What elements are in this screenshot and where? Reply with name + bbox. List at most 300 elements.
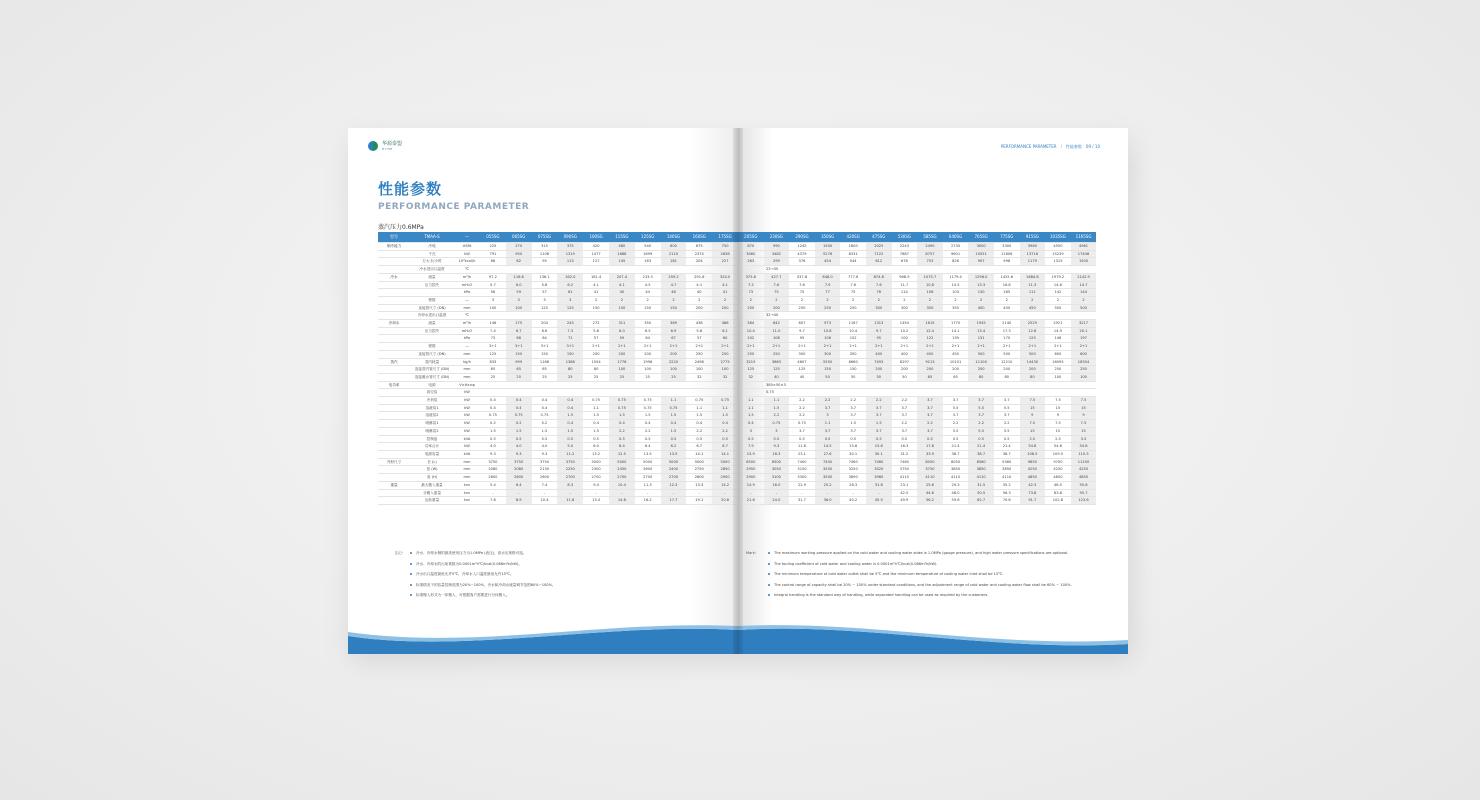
- table-cell: 2450: [609, 466, 635, 474]
- row-unit: ton: [454, 481, 480, 489]
- table-cell: 125: [1020, 335, 1046, 343]
- table-cell: 0.75: [635, 397, 661, 405]
- table-cell: 870: [738, 243, 764, 251]
- table-cell: 16.8: [994, 281, 1020, 289]
- table-cell: 9.3: [532, 450, 558, 458]
- notes-cn-list: [410, 548, 556, 601]
- table-cell: 10101: [943, 358, 969, 366]
- table-cell: 0.5: [712, 435, 738, 443]
- table-cell: 0.5: [532, 435, 558, 443]
- table-cell: 250: [764, 350, 790, 358]
- table-cell: 0.75: [686, 397, 712, 405]
- table-cell: 1.1: [661, 397, 687, 405]
- table-row: [738, 258, 1096, 266]
- table-cell: 50: [866, 373, 892, 381]
- table-row: [738, 466, 1096, 474]
- table-cell: 7.6: [866, 281, 892, 289]
- table-cell: 40: [789, 373, 815, 381]
- table-cell: 11.3: [1020, 281, 1046, 289]
- table-cell: 3.7: [917, 412, 943, 420]
- table-cell: 2730: [943, 243, 969, 251]
- table-cell: 7.5: [1020, 397, 1046, 405]
- table-cell: 4.1: [583, 281, 609, 289]
- table-cell: 1.5: [480, 427, 506, 435]
- table-cell: 146: [1045, 335, 1071, 343]
- table-cell: 1.5: [557, 427, 583, 435]
- table-cell: 57: [686, 335, 712, 343]
- table-cell: 311: [609, 320, 635, 328]
- table-cell: 0.4: [609, 420, 635, 428]
- table-cell: 13.3: [968, 281, 994, 289]
- table-row: [738, 289, 1096, 297]
- column-header: —: [454, 232, 480, 243]
- table-cell: 114: [892, 289, 918, 297]
- table-cell: 0.4: [557, 420, 583, 428]
- table-cell: 0.5: [506, 435, 532, 443]
- table-cell: 102: [738, 335, 764, 343]
- table-cell: 315: [532, 243, 558, 251]
- table-row: [738, 381, 1096, 389]
- table-cell: 400: [892, 350, 918, 358]
- table-cell: 59.6: [943, 497, 969, 505]
- table-cell: 0.75: [506, 412, 532, 420]
- table-cell: 125: [789, 366, 815, 374]
- row-label: 压力损失: [410, 327, 454, 335]
- row-unit: kW: [454, 427, 480, 435]
- table-cell: 2: [712, 296, 738, 304]
- table-cell: 2+1: [635, 343, 661, 351]
- table-cell: 753: [917, 258, 943, 266]
- row-group: [378, 350, 410, 358]
- table-cell: 2.2: [712, 427, 738, 435]
- table-cell: 106: [917, 289, 943, 297]
- table-cell: 17.7: [661, 497, 687, 505]
- table-cell: 31.7: [789, 497, 815, 505]
- table-cell: 9213: [917, 358, 943, 366]
- row-group: [378, 289, 410, 297]
- table-cell: 80: [557, 366, 583, 374]
- column-header: 1035SG: [1045, 232, 1071, 243]
- row-label: 连接管尺寸 (DN): [410, 350, 454, 358]
- table-cell: 2.2: [815, 397, 841, 405]
- column-header: 420SG: [840, 232, 866, 243]
- row-label: 分搬入重量: [410, 489, 454, 497]
- table-cell: 11606: [994, 250, 1020, 258]
- table-cell: 7.6: [840, 281, 866, 289]
- table-row: [378, 250, 738, 258]
- table-cell: 8.3: [557, 481, 583, 489]
- table-cell: 103: [943, 289, 969, 297]
- table-cell: 125: [532, 304, 558, 312]
- table-cell: 4379: [789, 250, 815, 258]
- table-cell: 5.8: [686, 327, 712, 335]
- table-cell: 350: [840, 350, 866, 358]
- table-header-row: [378, 232, 738, 243]
- table-cell: 25: [661, 373, 687, 381]
- table-row: [738, 273, 1096, 281]
- table-cell: 1.1: [583, 404, 609, 412]
- table-cell: 122: [917, 335, 943, 343]
- table-cell: 2080: [480, 466, 506, 474]
- table-cell: 250: [1045, 366, 1071, 374]
- table-cell: 2+1: [712, 343, 738, 351]
- table-cell: 0.75: [532, 412, 558, 420]
- row-group: [378, 412, 410, 420]
- table-cell: 0.5: [968, 435, 994, 443]
- table-cell: 2: [609, 296, 635, 304]
- row-unit: m³/h: [454, 273, 480, 281]
- table-cell: 181.4: [583, 273, 609, 281]
- table-cell: 1.1: [815, 420, 841, 428]
- table-cell: 110.5: [1071, 450, 1097, 458]
- table-cell: 13.4: [968, 327, 994, 335]
- table-cell: 80: [583, 366, 609, 374]
- table-cell: 2300: [583, 466, 609, 474]
- table-cell: 3.5: [1071, 435, 1097, 443]
- row-group: [378, 327, 410, 335]
- spec-table-right: [738, 232, 1096, 505]
- table-cell: 4.1: [609, 281, 635, 289]
- table-cell: 2600: [480, 474, 506, 482]
- table-cell: 130: [968, 289, 994, 297]
- table-cell: 136.1: [532, 273, 558, 281]
- table-cell: 791: [480, 250, 506, 258]
- table-cell: 15.6: [840, 443, 866, 451]
- table-cell: 15239: [1045, 250, 1071, 258]
- column-header: 100SG: [583, 232, 609, 243]
- table-cell: 0.4: [532, 404, 558, 412]
- table-cell: -: [557, 489, 583, 497]
- table-cell: 1.5: [609, 412, 635, 420]
- column-header: 585SG: [917, 232, 943, 243]
- table-cell: 8050: [917, 458, 943, 466]
- table-cell: 0.5: [635, 435, 661, 443]
- header-separator: /: [1060, 144, 1062, 149]
- table-cell: 9.7: [866, 327, 892, 335]
- table-cell: 65: [943, 373, 969, 381]
- table-cell: 102: [840, 335, 866, 343]
- table-cell: 38.7: [968, 450, 994, 458]
- table-cell: 454: [815, 258, 841, 266]
- table-cell: 3750: [506, 458, 532, 466]
- table-cell: 2130: [532, 466, 558, 474]
- table-row: [378, 281, 738, 289]
- table-cell: 3.7: [917, 404, 943, 412]
- table-cell: 2.2: [994, 420, 1020, 428]
- table-cell: 2+1: [866, 343, 892, 351]
- table-cell: 7.3: [557, 327, 583, 335]
- table-cell: 1179: [1020, 258, 1046, 266]
- table-cell: 2.2: [917, 420, 943, 428]
- table-cell: 1179.4: [943, 273, 969, 281]
- table-cell: 40: [764, 373, 790, 381]
- table-cell: 15: [1020, 427, 1046, 435]
- table-cell: 1.5: [661, 427, 687, 435]
- table-row: [738, 443, 1096, 451]
- table-cell: 1998: [635, 358, 661, 366]
- table-cell: 0.5: [480, 435, 506, 443]
- row-unit: kW: [454, 420, 480, 428]
- table-cell: 29.3: [943, 481, 969, 489]
- table-cell: 4961: [1071, 243, 1097, 251]
- table-cell: 61: [557, 289, 583, 297]
- table-cell: 2600: [635, 466, 661, 474]
- table-cell: -: [583, 489, 609, 497]
- table-cell: 1245: [789, 243, 815, 251]
- table-cell: -: [840, 489, 866, 497]
- row-group: [378, 343, 410, 351]
- table-cell: 2490: [917, 243, 943, 251]
- table-row: [738, 481, 1096, 489]
- table-cell: 3.7: [943, 412, 969, 420]
- table-cell: 150: [635, 304, 661, 312]
- table-row: [738, 335, 1096, 343]
- table-row: [378, 381, 738, 389]
- table-cell: 4110: [943, 474, 969, 482]
- table-cell: -: [661, 489, 687, 497]
- note-item: 冷水、冷却水侧的最高使用压力为1.0MPa (表压)，高水压规格可选。: [410, 548, 556, 559]
- table-cell: 0.75: [609, 404, 635, 412]
- table-cell: 97.2: [480, 273, 506, 281]
- table-cell: 0.5: [840, 435, 866, 443]
- table-cell: 1554: [583, 358, 609, 366]
- row-unit: USRt: [454, 243, 480, 251]
- table-cell: 5.5: [968, 404, 994, 412]
- column-header: 640SG: [943, 232, 969, 243]
- table-cell: 299: [764, 258, 790, 266]
- table-cell: 2850: [712, 466, 738, 474]
- table-cell: 200: [764, 304, 790, 312]
- table-cell: 125: [557, 304, 583, 312]
- table-cell: 5.5: [943, 427, 969, 435]
- table-cell: 3500: [815, 474, 841, 482]
- table-cell: 17446: [1071, 250, 1097, 258]
- table-cell: 4110: [994, 474, 1020, 482]
- row-unit: kW: [454, 250, 480, 258]
- table-cell: 6.7: [686, 443, 712, 451]
- table-cell: 6.5: [635, 327, 661, 335]
- table-cell: 0.5: [609, 435, 635, 443]
- table-cell: 1.5: [583, 427, 609, 435]
- table-cell: 2+1: [686, 343, 712, 351]
- table-cell: 9.4: [583, 481, 609, 489]
- table-cell: 181: [661, 258, 687, 266]
- table-cell: 5.8: [583, 327, 609, 335]
- table-cell: 100: [506, 304, 532, 312]
- table-cell: 1.5: [840, 420, 866, 428]
- table-cell: 2243: [892, 243, 918, 251]
- table-cell: 0.2: [480, 420, 506, 428]
- notes-cn: [394, 548, 556, 601]
- table-row: [378, 397, 738, 405]
- table-cell: 200: [635, 350, 661, 358]
- table-cell: 0.75: [789, 420, 815, 428]
- table-cell: 0.4: [506, 404, 532, 412]
- table-cell: 6.7: [712, 443, 738, 451]
- table-cell: 10.5: [943, 281, 969, 289]
- table-cell: 60: [712, 335, 738, 343]
- column-header: 915SG: [1020, 232, 1046, 243]
- table-cell: 0.5: [764, 435, 790, 443]
- row-unit: mm: [454, 466, 480, 474]
- table-row: [378, 296, 738, 304]
- table-cell: 2.5: [1045, 435, 1071, 443]
- table-cell: 0.4: [532, 397, 558, 405]
- table-cell: 41: [712, 289, 738, 297]
- table-cell: 3300: [994, 243, 1020, 251]
- row-label: 高 (H): [410, 474, 454, 482]
- table-cell: 600: [1045, 350, 1071, 358]
- table-cell: 10.8: [815, 327, 841, 335]
- row-group: [378, 281, 410, 289]
- table-cell: 0.4: [738, 420, 764, 428]
- table-cell: 100: [712, 366, 738, 374]
- table-cell: 8560: [968, 458, 994, 466]
- table-cell: 777.6: [840, 273, 866, 281]
- table-cell: 7460: [892, 458, 918, 466]
- column-header: 075SG: [532, 232, 558, 243]
- table-cell: 807: [789, 320, 815, 328]
- table-cell: 1800: [840, 243, 866, 251]
- table-row: [378, 427, 738, 435]
- table-cell: 14.6: [1045, 281, 1071, 289]
- table-cell: 2750: [686, 466, 712, 474]
- table-cell: 80: [1020, 373, 1046, 381]
- table-cell: 1.1: [686, 404, 712, 412]
- row-unit: mH₂O: [454, 281, 480, 289]
- row-unit: V×Hz×φ: [454, 381, 480, 389]
- table-cell: 3: [738, 427, 764, 435]
- table-cell: 427.7: [764, 273, 790, 281]
- table-cell: 3850: [994, 466, 1020, 474]
- table-cell: 65: [506, 366, 532, 374]
- table-cell: 71: [557, 335, 583, 343]
- table-cell: 0.2: [532, 420, 558, 428]
- row-label: 控制盘: [410, 435, 454, 443]
- table-cell: 3550: [815, 466, 841, 474]
- table-cell: 3.7: [840, 404, 866, 412]
- table-cell: 2110: [661, 250, 687, 258]
- row-group: [378, 420, 410, 428]
- table-cell: 4550: [1045, 243, 1071, 251]
- table-cell: 1.5: [686, 412, 712, 420]
- table-cell: 204: [532, 320, 558, 328]
- column-header: 160SG: [686, 232, 712, 243]
- table-cell: 400: [968, 304, 994, 312]
- table-cell: 6500: [764, 458, 790, 466]
- note-item: 标准情况下的容量控制范围为20%~100%，冷水和冷却水流量调节范围60%~100%。: [410, 580, 556, 591]
- table-cell: 2+1: [1020, 343, 1046, 351]
- table-cell: 2700: [661, 474, 687, 482]
- table-row: [738, 350, 1096, 358]
- column-header: 115SG: [609, 232, 635, 243]
- table-cell: 33.9: [917, 450, 943, 458]
- table-cell: 1.5: [557, 412, 583, 420]
- table-cell: 0.4: [635, 420, 661, 428]
- book-spine: [733, 128, 743, 654]
- table-cell: 3750: [557, 458, 583, 466]
- table-cell: 3850: [968, 466, 994, 474]
- table-cell: 2: [840, 296, 866, 304]
- table-cell: 11.8: [557, 497, 583, 505]
- table-cell: 163: [635, 258, 661, 266]
- table-cell: 100: [1071, 373, 1097, 381]
- table-cell: 1319: [557, 250, 583, 258]
- table-cell: 3.7: [866, 404, 892, 412]
- table-cell: 3482: [764, 250, 790, 258]
- table-cell: 200: [866, 366, 892, 374]
- table-cell: 2+1: [1045, 343, 1071, 351]
- span-value: 0.75: [738, 389, 1096, 397]
- table-cell: 1500: [1071, 258, 1097, 266]
- table-cell: 150: [609, 304, 635, 312]
- row-label: 喷淋泵1: [410, 420, 454, 428]
- table-cell: 17.3: [994, 327, 1020, 335]
- table-cell: 7460: [840, 458, 866, 466]
- table-cell: 2: [815, 296, 841, 304]
- table-cell: 3: [506, 296, 532, 304]
- table-cell: 4110: [892, 474, 918, 482]
- table-cell: 21.4: [943, 443, 969, 451]
- row-group: [378, 443, 410, 451]
- table-cell: 62.7: [968, 497, 994, 505]
- table-cell: 3.7: [840, 427, 866, 435]
- table-row: [738, 366, 1096, 374]
- table-cell: 75: [789, 289, 815, 297]
- table-cell: 56.2: [917, 497, 943, 505]
- table-cell: 15: [1045, 427, 1071, 435]
- table-cell: 162.0: [557, 273, 583, 281]
- table-cell: 13.2: [583, 450, 609, 458]
- row-group: 重量: [378, 481, 410, 489]
- table-cell: 6.4: [506, 481, 532, 489]
- table-cell: 2+1: [609, 343, 635, 351]
- table-cell: 150: [583, 304, 609, 312]
- table-cell: 3: [557, 296, 583, 304]
- row-group: [378, 366, 410, 374]
- table-row: [738, 427, 1096, 435]
- table-cell: 25: [532, 373, 558, 381]
- table-cell: 300: [789, 350, 815, 358]
- table-cell: 998: [994, 258, 1020, 266]
- table-cell: 150: [661, 304, 687, 312]
- table-cell: 3060: [738, 250, 764, 258]
- table-cell: 27.6: [815, 450, 841, 458]
- table-cell: 7122: [866, 250, 892, 258]
- row-group: [378, 397, 410, 405]
- table-cell: 7.3: [738, 281, 764, 289]
- table-cell: 40: [609, 289, 635, 297]
- table-cell: 0.75: [712, 397, 738, 405]
- table-cell: 2+1: [738, 343, 764, 351]
- table-cell: 2: [789, 296, 815, 304]
- table-cell: 0.75: [661, 404, 687, 412]
- table-cell: 1296.0: [968, 273, 994, 281]
- table-cell: 1770: [943, 320, 969, 328]
- table-row: [378, 489, 738, 497]
- row-group: 蒸汽: [378, 358, 410, 366]
- table-cell: 2: [583, 296, 609, 304]
- row-label: 千瓦: [410, 250, 454, 258]
- table-cell: 175: [506, 320, 532, 328]
- table-cell: -: [686, 489, 712, 497]
- table-cell: 678: [892, 258, 918, 266]
- table-cell: 3750: [892, 466, 918, 474]
- row-group: [378, 266, 410, 274]
- table-cell: 4110: [968, 474, 994, 482]
- table-cell: 13716: [1020, 250, 1046, 258]
- table-cell: 15: [1071, 427, 1097, 435]
